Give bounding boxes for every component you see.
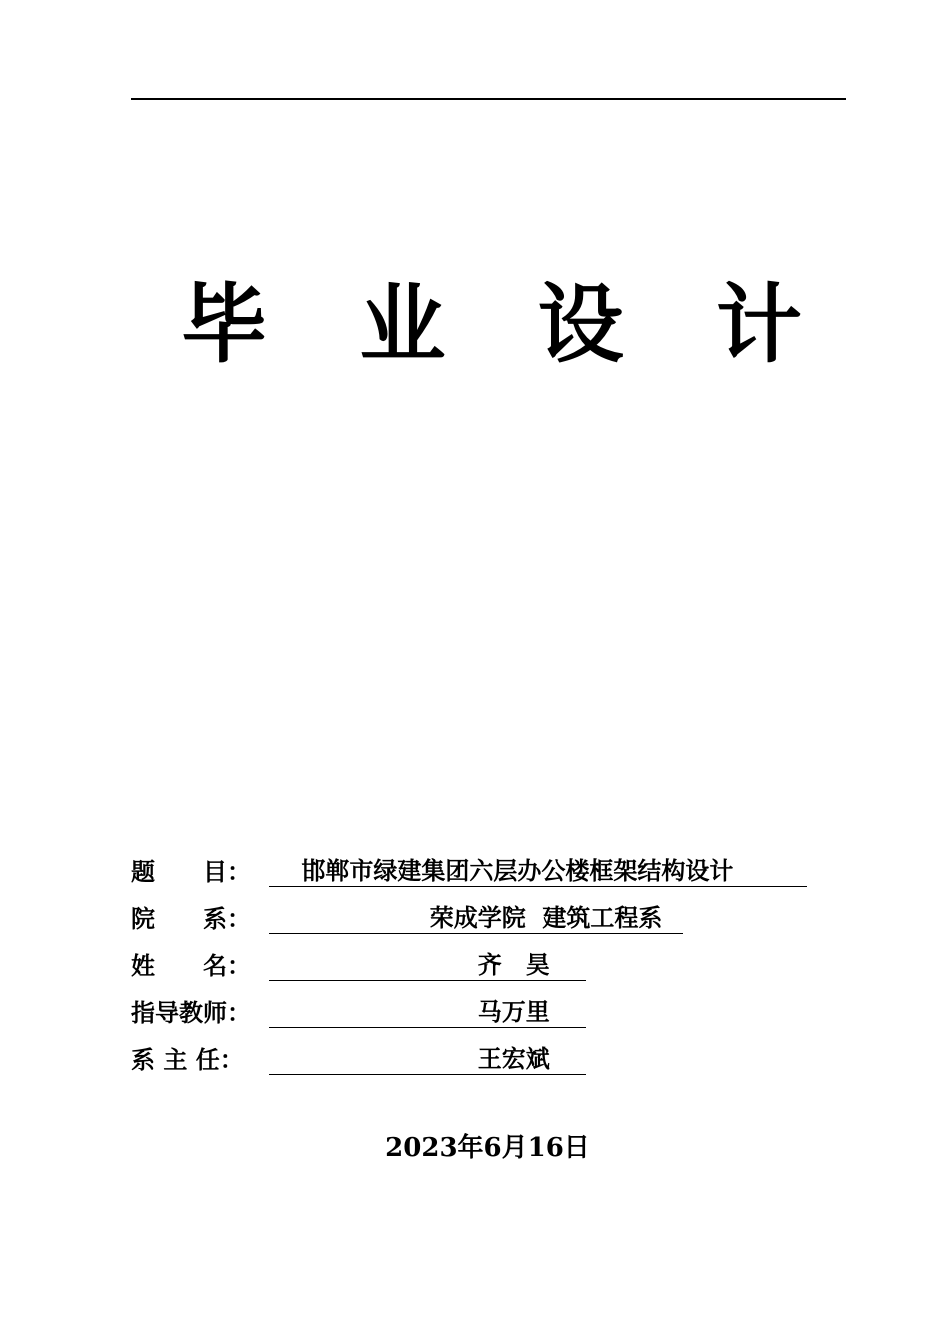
- title-char-2: 业: [359, 275, 446, 375]
- main-title: [131, 270, 846, 380]
- advisor-label: 指导教师：: [131, 997, 251, 1027]
- info-block: [131, 840, 846, 1075]
- title-char-4: 计: [715, 275, 802, 375]
- department-label: 院 系：: [131, 903, 251, 933]
- topic-value: 邯郸市绿建集团六层办公楼框架结构设计: [269, 856, 807, 887]
- name-value: 齐 昊: [269, 950, 586, 981]
- topic-row: [131, 840, 846, 887]
- advisor-row: [131, 981, 846, 1028]
- head-value: 王宏斌: [269, 1044, 586, 1075]
- advisor-value: 马万里: [269, 997, 586, 1028]
- title-char-1: 毕: [181, 275, 267, 375]
- name-label: 姓 名：: [131, 950, 251, 980]
- header-rule: [131, 98, 846, 100]
- title-char-3: 设: [537, 275, 624, 375]
- topic-label: 题 目：: [131, 856, 251, 886]
- department-value: 荣成学院 建筑工程系: [269, 903, 683, 934]
- document-date: 2023年6月16日: [385, 1133, 590, 1163]
- name-row: [131, 934, 846, 981]
- department-row: [131, 887, 846, 934]
- head-row: [131, 1028, 846, 1075]
- head-label: 系 主 任：: [131, 1044, 244, 1074]
